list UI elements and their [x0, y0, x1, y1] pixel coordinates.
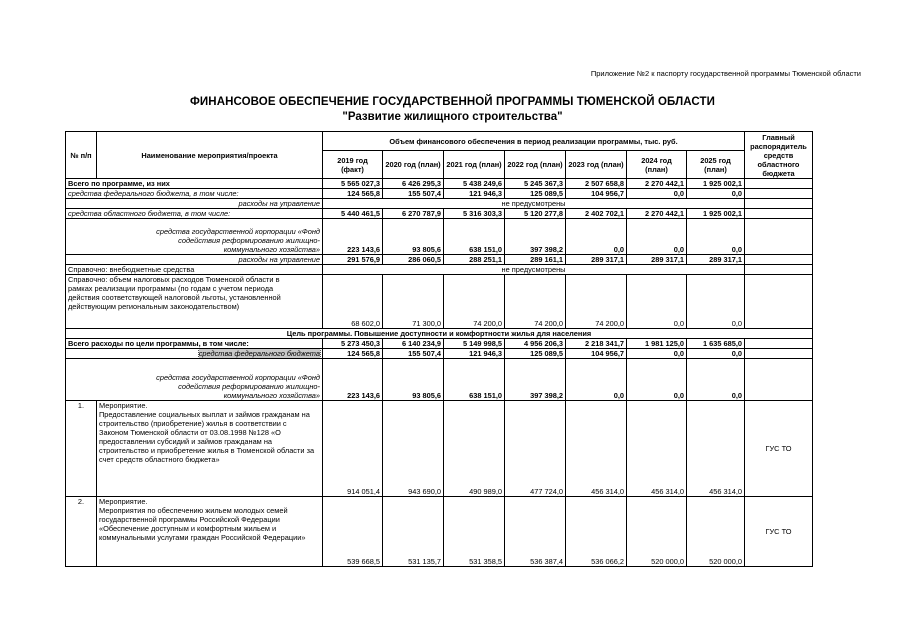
- cell-value: 93 805,6: [383, 219, 444, 255]
- cell-value: 477 724,0: [505, 401, 566, 497]
- cell-value: 6 270 787,9: [383, 209, 444, 219]
- cell-value: 0,0: [627, 189, 687, 199]
- cell-value: 6 426 295,3: [383, 179, 444, 189]
- cell-value: 397 398,2: [505, 359, 566, 401]
- cell-value: 5 565 027,3: [323, 179, 383, 189]
- cell-value: 0,0: [566, 219, 627, 255]
- cell-note: не предусмотрены: [323, 265, 745, 275]
- cell-value: 2 270 442,1: [627, 209, 687, 219]
- row-label: средства государственной корпорации «Фонд содействия реформированию жилищно-коммунального хозяйства»: [66, 219, 323, 255]
- cell-value: 531 358,5: [444, 497, 505, 567]
- cell-value: 456 314,0: [687, 401, 745, 497]
- cell-value: 155 507,4: [383, 189, 444, 199]
- cell-value: 1 925 002,1: [687, 179, 745, 189]
- row-measure-2: [66, 497, 813, 567]
- goal-heading: Цель программы. Повышение доступности и комфортности жилья для населения: [66, 329, 813, 339]
- cell-value: 0,0: [687, 349, 745, 359]
- row-measure-1: [66, 401, 813, 497]
- cell-value: 0,0: [687, 189, 745, 199]
- selected-cell-text: средства федерального бюджета: [198, 349, 320, 358]
- row-label: расходы на управление: [66, 255, 323, 265]
- manager-cell: ГУС ТО: [745, 401, 813, 497]
- manager-cell: ГУС ТО: [745, 497, 813, 567]
- year-header: 2024 год (план): [627, 151, 687, 179]
- row-offbudget: [66, 265, 813, 275]
- cell-value: 5 440 461,5: [323, 209, 383, 219]
- row-goal-total: [66, 339, 813, 349]
- cell-value: 397 398,2: [505, 219, 566, 255]
- measure-title: Мероприятие.: [99, 497, 148, 506]
- cell-value: 289 317,1: [566, 255, 627, 265]
- cell-value: 2 270 442,1: [627, 179, 687, 189]
- cell-value: 93 805,6: [383, 359, 444, 401]
- cell-value: 531 135,7: [383, 497, 444, 567]
- cell-value: 0,0: [687, 219, 745, 255]
- row-label: Справочно: объем налоговых расходов Тюменской области в рамках реализации программы (по годам с учетом периода действия соответствующей налоговой льготы, установленной действующим региональным законодательством): [66, 275, 323, 329]
- measure-title: Мероприятие.: [99, 401, 148, 410]
- cell-value: 74 200,0: [444, 275, 505, 329]
- cell-value: 155 507,4: [383, 349, 444, 359]
- cell-value: 456 314,0: [627, 401, 687, 497]
- row-federal: [66, 189, 813, 199]
- measure-description: Мероприятия по обеспечению жильем молодых семей государственной программы Российской Федерации «Обеспечение доступным и комфортным жильем и коммунальными услугами граждан Российской Федерации»: [99, 506, 306, 542]
- cell-value: 5 245 367,3: [505, 179, 566, 189]
- year-header: 2025 год (план): [687, 151, 745, 179]
- cell-value: 124 565,8: [323, 189, 383, 199]
- document-title: ФИНАНСОВОЕ ОБЕСПЕЧЕНИЕ ГОСУДАРСТВЕННОЙ ПРОГРАММЫ ТЮМЕНСКОЙ ОБЛАСТИ: [190, 96, 715, 108]
- cell-value: 289 317,1: [687, 255, 745, 265]
- row-total: [66, 179, 813, 189]
- cell-value: 2 402 702,1: [566, 209, 627, 219]
- row-label: средства федерального бюджета, в том числе:: [66, 189, 323, 199]
- cell-value: 5 273 450,3: [323, 339, 383, 349]
- financing-table: [65, 131, 813, 567]
- cell-value: 124 565,8: [323, 349, 383, 359]
- col-manager-header: Главный распорядитель средств областного бюджета: [745, 132, 813, 179]
- cell-value: 5 120 277,8: [505, 209, 566, 219]
- col-volume-header: Объем финансового обеспечения в период реализации программы, тыс. руб.: [323, 132, 745, 151]
- cell-value: 0,0: [627, 359, 687, 401]
- row-goal-fund: [66, 359, 813, 401]
- cell-value: 943 690,0: [383, 401, 444, 497]
- row-label: Справочно: внебюджетные средства: [66, 265, 323, 275]
- cell-value: 289 161,1: [505, 255, 566, 265]
- cell-value: 0,0: [627, 275, 687, 329]
- year-header: 2021 год (план): [444, 151, 505, 179]
- cell-value: 0,0: [687, 359, 745, 401]
- cell-value: 536 387,4: [505, 497, 566, 567]
- cell-value: 2 507 658,8: [566, 179, 627, 189]
- row-label: средства областного бюджета, в том числе:: [66, 209, 323, 219]
- row-label: [97, 401, 323, 497]
- cell-value: 2 218 341,7: [566, 339, 627, 349]
- cell-value: 68 602,0: [323, 275, 383, 329]
- cell-value: 0,0: [627, 349, 687, 359]
- year-header: 2022 год (план): [505, 151, 566, 179]
- col-name-header: Наименование мероприятия/проекта: [97, 132, 323, 179]
- cell-value: 456 314,0: [566, 401, 627, 497]
- cell-value: 71 300,0: [383, 275, 444, 329]
- cell-value: 520 000,0: [627, 497, 687, 567]
- row-label: [97, 497, 323, 567]
- cell-value: 288 251,1: [444, 255, 505, 265]
- cell-value: 6 140 234,9: [383, 339, 444, 349]
- row-label: средства государственной корпорации «Фонд содействия реформированию жилищно-коммунального хозяйства»: [66, 359, 323, 401]
- cell-value: 125 089,5: [505, 189, 566, 199]
- col-num-header: № п/п: [66, 132, 97, 179]
- cell-value: 0,0: [687, 275, 745, 329]
- row-regional-mgmt: [66, 255, 813, 265]
- row-goal: [66, 329, 813, 339]
- cell-value: 223 143,6: [323, 359, 383, 401]
- cell-value: 539 668,5: [323, 497, 383, 567]
- cell-value: 520 000,0: [687, 497, 745, 567]
- row-label: Всего по программе, из них: [66, 179, 323, 189]
- cell-value: 74 200,0: [505, 275, 566, 329]
- cell-value: 0,0: [566, 359, 627, 401]
- cell-value: 104 956,7: [566, 189, 627, 199]
- cell-value: 638 151,0: [444, 219, 505, 255]
- cell-value: 638 151,0: [444, 359, 505, 401]
- cell-value: 490 989,0: [444, 401, 505, 497]
- cell-value: 223 143,6: [323, 219, 383, 255]
- cell-value: 104 956,7: [566, 349, 627, 359]
- cell-value: 914 051,4: [323, 401, 383, 497]
- cell-value: 286 060,5: [383, 255, 444, 265]
- row-goal-federal: [66, 349, 813, 359]
- row-federal-mgmt: [66, 199, 813, 209]
- appendix-note: Приложение №2 к паспорту государственной программы Тюменской области: [590, 69, 861, 78]
- cell-value: 536 066,2: [566, 497, 627, 567]
- cell-value: 289 317,1: [627, 255, 687, 265]
- year-header: 2023 год (план): [566, 151, 627, 179]
- cell-value: 125 089,5: [505, 349, 566, 359]
- row-label: Всего расходы по цели программы, в том числе:: [66, 339, 323, 349]
- row-label: расходы на управление: [66, 199, 323, 209]
- cell-value: 5 316 303,3: [444, 209, 505, 219]
- row-regional: [66, 209, 813, 219]
- row-fund: [66, 219, 813, 255]
- cell-value: 5 149 998,5: [444, 339, 505, 349]
- row-number: 1.: [66, 401, 97, 497]
- cell-value: 121 946,3: [444, 189, 505, 199]
- cell-value: 5 438 249,6: [444, 179, 505, 189]
- cell-value: 74 200,0: [566, 275, 627, 329]
- cell-value: 121 946,3: [444, 349, 505, 359]
- cell-value: 1 925 002,1: [687, 209, 745, 219]
- row-label: [66, 349, 323, 359]
- row-tax: [66, 275, 813, 329]
- year-header: 2019 год (факт): [323, 151, 383, 179]
- cell-value: 4 956 206,3: [505, 339, 566, 349]
- measure-description: Предоставление социальных выплат и займов гражданам на строительство (приобретение) жилья в соответствии с Законом Тюменской области от 03.08.1998 №128 «О предоставлении субсидий и займов гражданам на строительство и приобретение жилья в Тюменской области за счет средств областного бюджета»: [99, 410, 315, 464]
- cell-value: 291 576,9: [323, 255, 383, 265]
- cell-value: 1 635 685,0: [687, 339, 745, 349]
- cell-value: 0,0: [627, 219, 687, 255]
- cell-note: не предусмотрены: [323, 199, 745, 209]
- program-name: "Развитие жилищного строительства": [342, 111, 563, 123]
- year-header: 2020 год (план): [383, 151, 444, 179]
- cell-value: 1 981 125,0: [627, 339, 687, 349]
- row-number: 2.: [66, 497, 97, 567]
